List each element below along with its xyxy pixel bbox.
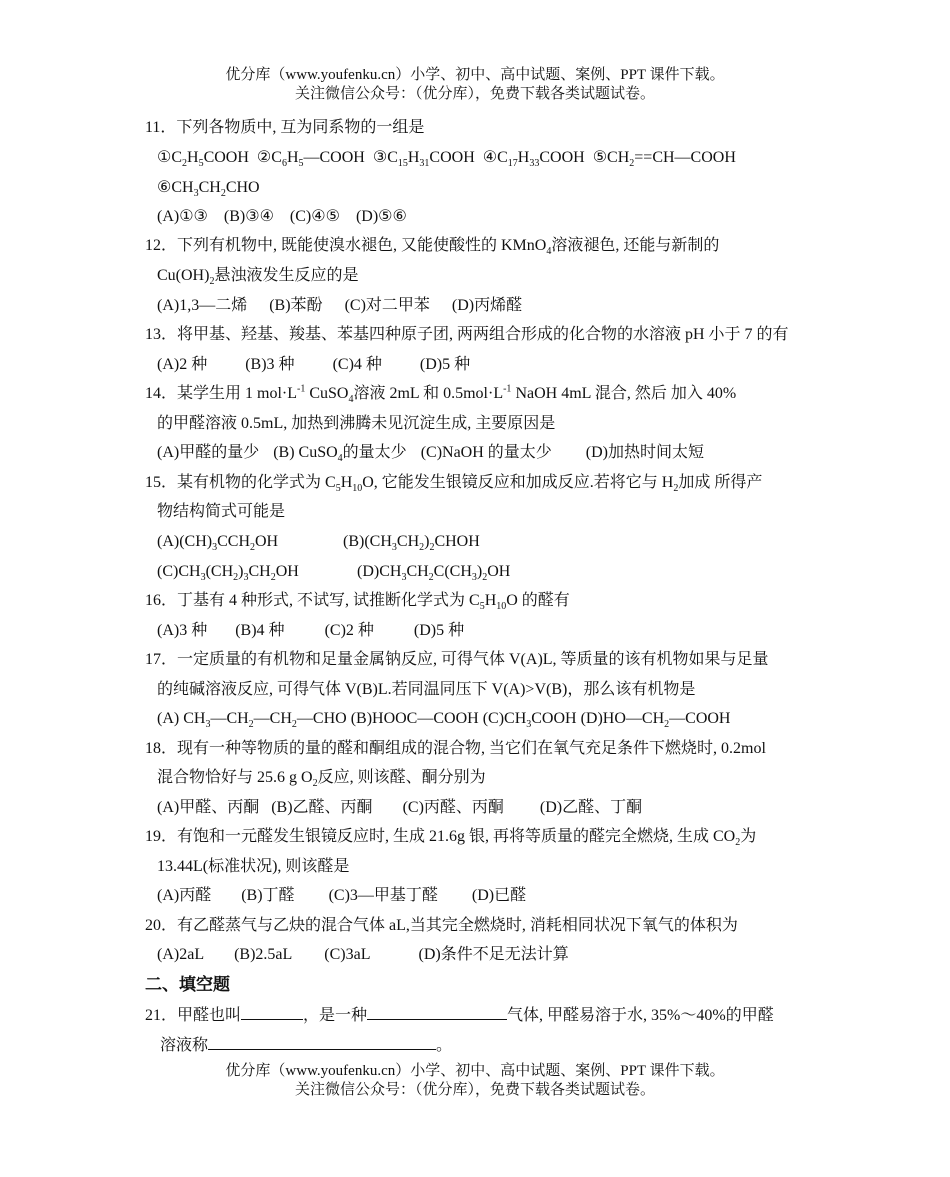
q12-stem-line-2: $Cu(OH)_2$悬浊液发生反应的是 [157,267,359,288]
q13-stem: 13．将甲基、羟基、羧基、苯基四种原子团, 两两组合形成的化合物的水溶液 pH 小于 7 的有 [145,326,789,343]
q19-stem-line-2: 13.44L(标准状况), 则该醛是 [157,858,350,875]
q15-choices-ab: $(A)(CH)_3CCH_2OH$ $(B)(CH_3CH_2)_2CHOH$ [157,533,480,554]
page-header [0,66,950,104]
q21-blank-3[interactable] [208,1034,436,1050]
q20-stem: 20．有乙醛蒸气与乙炔的混合气体 aL,当其完全燃烧时, 消耗相同状况下氧气的体积为 [145,917,738,934]
q17-choices: (A) $CH_3—CH_2—CH_2—CHO$ (B)HOOC—COOH $(C)CH_3COOH$ $(D)HO—CH_2—COOH$ [157,710,731,731]
q16-stem: 16．丁基有 4 种形式, 不试写, 试推断化学式为 $C_5H_{10}O$ 的醛有 [145,592,570,613]
header-line-1: 优分库（www.youfenku.cn）小学、初中、高中试题、案例、PPT 课件下载。 [225,67,725,83]
footer-line-2: 关注微信公众号：（优分库），免费下载各类试题试卷。 [294,1082,655,1098]
page-footer [0,1062,950,1100]
q21-blank-1[interactable] [241,1004,303,1020]
q16-choices: (A)3 种 (B)4 种 (C)2 种 (D)5 种 [157,622,465,639]
q11-stem: 11．下列各物质中, 互为同系物的一组是 [145,119,425,136]
q15-stem-line-2: 物结构简式可能是 [157,503,286,520]
q18-stem-line-2: 混合物恰好与 25.6 g $O_2$反应, 则该醛、酮分别为 [157,769,486,790]
footer-line-1: 优分库（www.youfenku.cn）小学、初中、高中试题、案例、PPT 课件下载。 [225,1063,725,1079]
q21-blank-2[interactable] [367,1004,507,1020]
q14-choices: (A)甲醛的量少 (B) CuSO$_4$的量太少 (C)NaOH 的量太少 (D)加热时间太短 [157,444,705,465]
q13-choices: (A)2 种 (B)3 种 (C)4 种 (D)5 种 [157,356,471,373]
q11-choices: (A)①③ (B)③④ (C)④⑤ (D)⑤⑥ [157,208,407,225]
q20-choices: (A)2aL (B)2.5aL (C)3aL (D)条件不足无法计算 [157,946,569,963]
q18-choices: (A)甲醛、丙酮 (B)乙醛、丙酮 (C)丙醛、丙酮 (D)乙醛、丁酮 [157,799,643,816]
q15-stem: 15．某有机物的化学式为 $C_5H_{10}O$, 它能发生银镜反应和加成反应.若将它与 $H_2$加成 所得产 [145,474,763,495]
q18-stem: 18．现有一种等物质的量的醛和酮组成的混合物, 当它们在氧气充足条件下燃烧时, 0.2mol [145,740,766,757]
q12-stem: 12．下列有机物中, 既能使溴水褪色, 又能使酸性的 KMnO$_4$溶液褪色, 还能与新制的 [145,237,720,258]
q17-stem-line-2: 的纯碱溶液反应, 可得气体 V(B)L.若同温同压下 V(A)>V(B)，那么该有机物是 [157,681,696,698]
q15-choices-cd: $(C)CH_3(CH_2)_3CH_2OH$ $(D)CH_3CH_2C(CH_3)_2OH$ [157,563,511,584]
section-title-fill-in: 二、填空题 [145,975,230,995]
header-line-2: 关注微信公众号：（优分库），免费下载各类试题试卷。 [294,86,655,102]
q14-stem-line-2: 的甲醛溶液 0.5mL, 加热到沸腾未见沉淀生成, 主要原因是 [157,415,556,432]
q17-stem: 17．一定质量的有机物和足量金属钠反应, 可得气体 V(A)L, 等质量的该有机物如果与足量 [145,651,769,668]
q19-stem: 19．有饱和一元醛发生银镜反应时, 生成 21.6g 银, 再将等质量的醛完全燃烧, 生成 $CO_2$为 [145,828,757,849]
q11-formulas-line: $①C_2H_5COOH$ $②C_6H_5—COOH$ $③C_{15}H_{31}COOH$ $④C_{17}H_{33}COOH$ $⑤CH_2==CH—COOH$ [157,149,736,170]
q14-stem: 14．某学生用 1 $mol\cdot L^{-1}$ CuSO$_4$溶液 2mL 和 $0.5mol\cdot L^{-1}$ NaOH 4mL 混合, 然后 加入 40% [145,383,737,406]
q21-stem: 21．甲醛也叫 ，是一种 气体, 甲醛易溶于水, 35%～40%的甲醛 [145,1004,774,1026]
q11-formula-6: $⑥CH_3CH_2CHO$ [157,179,260,200]
q12-choices: (A)1,3—二烯 (B)苯酚 (C)对二甲苯 (D)丙烯醛 [157,297,523,314]
q21-stem-line-2: 溶液称 。 [160,1034,452,1056]
q19-choices: (A)丙醛 (B)丁醛 (C)3—甲基丁醛 (D)已醛 [157,887,527,904]
